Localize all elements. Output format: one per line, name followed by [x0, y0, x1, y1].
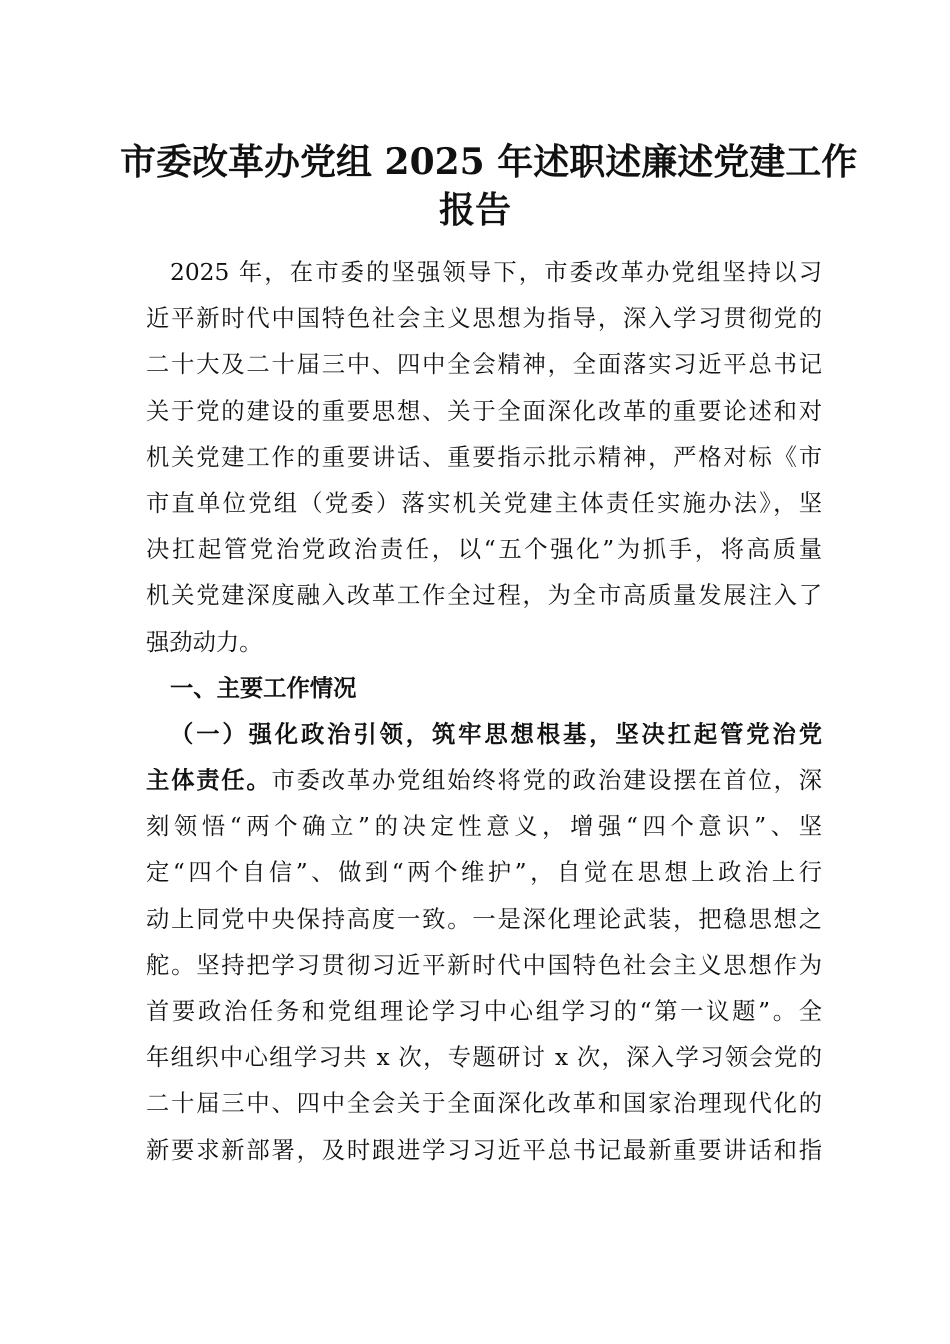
- title-line-1: 市委改革办党组 2025 年述职述廉述党建工作: [120, 141, 858, 183]
- text-line: 定“四个自信”、做到“两个维护”，自觉在思想上政治上行: [146, 859, 822, 887]
- text-line: 动上同党中央保持高度一致。一是深化理论武装，把稳思想之: [146, 905, 822, 933]
- text-line: 新要求新部署，及时跟进学习习近平总书记最新重要讲话和指: [146, 1136, 822, 1164]
- text-segment: 市委改革办党组始终将党的政治建设摆在首位，深: [271, 767, 822, 795]
- document-title: [120, 138, 858, 234]
- subsection-heading-line: （一）强化政治引领，筑牢思想根基，坚决扛起管党治党: [170, 720, 822, 748]
- text-line: 机关党建工作的重要讲话、重要指示批示精神，严格对标《市: [146, 443, 822, 471]
- title-line-2: 报告: [438, 189, 511, 231]
- document-body: [146, 250, 822, 1174]
- subsection-heading-tail: 主体责任。: [146, 767, 272, 795]
- text-line: 2025 年，在市委的坚强领导下，市委改革办党组坚持以习: [170, 259, 822, 286]
- text-line: 关于党的建设的重要思想、关于全面深化改革的重要论述和对: [146, 397, 822, 425]
- text-line: 刻领悟“两个确立”的决定性意义，增强“四个意识”、坚: [146, 813, 822, 841]
- text-line: 年组织中心组学习共 x 次，专题研讨 x 次，深入学习领会党的: [146, 1044, 822, 1072]
- text-line: 市直单位党组（党委）落实机关党建主体责任实施办法》，坚: [146, 489, 822, 517]
- intro-paragraph: [146, 250, 822, 666]
- section-paragraph: [146, 712, 822, 1174]
- text-line: 强劲动力。: [146, 628, 263, 656]
- text-line: 二十届三中、四中全会关于全面深化改革和国家治理现代化的: [146, 1090, 822, 1118]
- text-line: 机关党建深度融入改革工作全过程，为全市高质量发展注入了: [146, 582, 822, 610]
- text-line: [146, 758, 822, 804]
- text-line: 首要政治任务和党组理论学习中心组学习的“第一议题”。全: [146, 998, 822, 1025]
- text-line: 舵。坚持把学习贯彻习近平新时代中国特色社会主义思想作为: [146, 951, 822, 979]
- text-line: 二十大及二十届三中、四中全会精神，全面落实习近平总书记: [146, 351, 822, 379]
- text-line: 近平新时代中国特色社会主义思想为指导，深入学习贯彻党的: [146, 305, 822, 333]
- section-heading: 一、主要工作情况: [170, 674, 357, 702]
- text-line: 决扛起管党治党政治责任，以“五个强化”为抓手，将高质量: [146, 536, 822, 564]
